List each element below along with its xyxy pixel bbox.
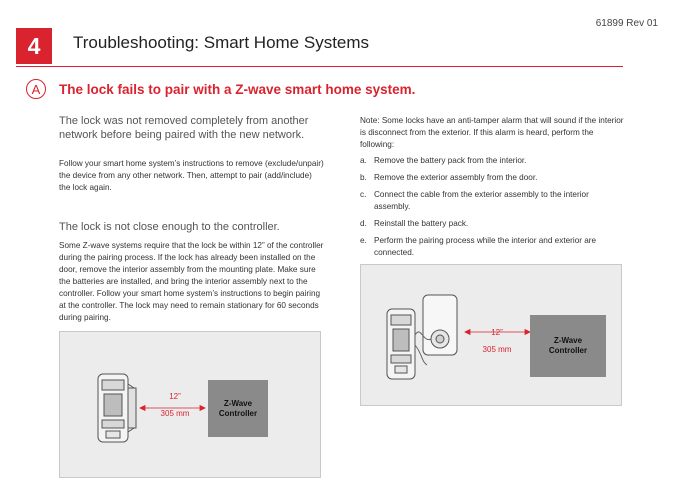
lock-controller-figure <box>59 331 321 478</box>
section-heading: The lock fails to pair with a Z-wave smart home system. <box>59 82 416 97</box>
step-letter: e. <box>360 236 367 245</box>
section-number-badge: 4 <box>16 28 52 64</box>
list-item <box>360 235 622 259</box>
step-text: Remove the battery pack from the interior. <box>374 156 527 165</box>
list-item <box>360 189 622 213</box>
distance-label <box>472 327 522 355</box>
issue-2-title: The lock is not close enough to the controller. <box>59 221 280 233</box>
distance-inches: 12” <box>169 392 181 401</box>
controller-label-line-1: Z-Wave <box>223 398 253 408</box>
zwave-controller-box <box>208 380 268 437</box>
step-text: Reinstall the battery pack. <box>374 219 469 228</box>
zwave-controller-box <box>530 315 606 377</box>
controller-label-line-2: Controller <box>218 408 258 418</box>
distance-label <box>150 391 200 419</box>
step-letter: b. <box>360 173 367 182</box>
list-item <box>360 218 622 230</box>
section-letter-badge: A <box>26 79 46 99</box>
issue-1-title: The lock was not removed completely from another network before being paired with the new network. <box>59 115 309 141</box>
issue-1-body: Follow your smart home system’s instructions to remove (exclude/unpair) the device from any other network. Then, attempt to pair (add/include) the lock again. <box>59 159 324 192</box>
step-letter: c. <box>360 190 367 199</box>
list-item <box>360 155 622 167</box>
header-divider <box>16 66 623 67</box>
distance-inches: 12” <box>491 328 503 337</box>
distance-mm: 305 mm <box>160 409 190 418</box>
anti-tamper-note: Note: Some locks have an anti-tamper alarm that will sound if the interior is disconnect from the exterior. If this alarm is heard, perform the following: <box>360 116 624 149</box>
distance-mm: 305 mm <box>482 345 512 354</box>
step-letter: d. <box>360 219 367 228</box>
list-item <box>360 172 622 184</box>
connected-lock-controller-figure <box>360 264 622 406</box>
step-text: Connect the cable from the exterior assembly to the interior assembly. <box>374 190 589 211</box>
controller-label-line-2: Controller <box>548 346 588 355</box>
step-text: Perform the pairing process while the interior and exterior are connected. <box>374 236 597 257</box>
controller-label-line-1: Z-Wave <box>553 336 583 345</box>
issue-2-body: Some Z-wave systems require that the lock be within 12” of the controller during the pairing process. If the lock has already been installed on the door, remove the interior assembly from the mounting plate. Make sure the batteries are installed, and bring the interior assembly next to the controller. Follow your smart home system’s instructions to begin pairing at the controller. The lock may need to remain stationary for 60 seconds during pairing. <box>59 241 324 322</box>
note-steps-list <box>360 155 622 264</box>
step-text: Remove the exterior assembly from the door. <box>374 173 538 182</box>
document-code: 61899 Rev 01 <box>595 18 658 29</box>
step-letter: a. <box>360 156 367 165</box>
page-title: Troubleshooting: Smart Home Systems <box>73 33 370 52</box>
